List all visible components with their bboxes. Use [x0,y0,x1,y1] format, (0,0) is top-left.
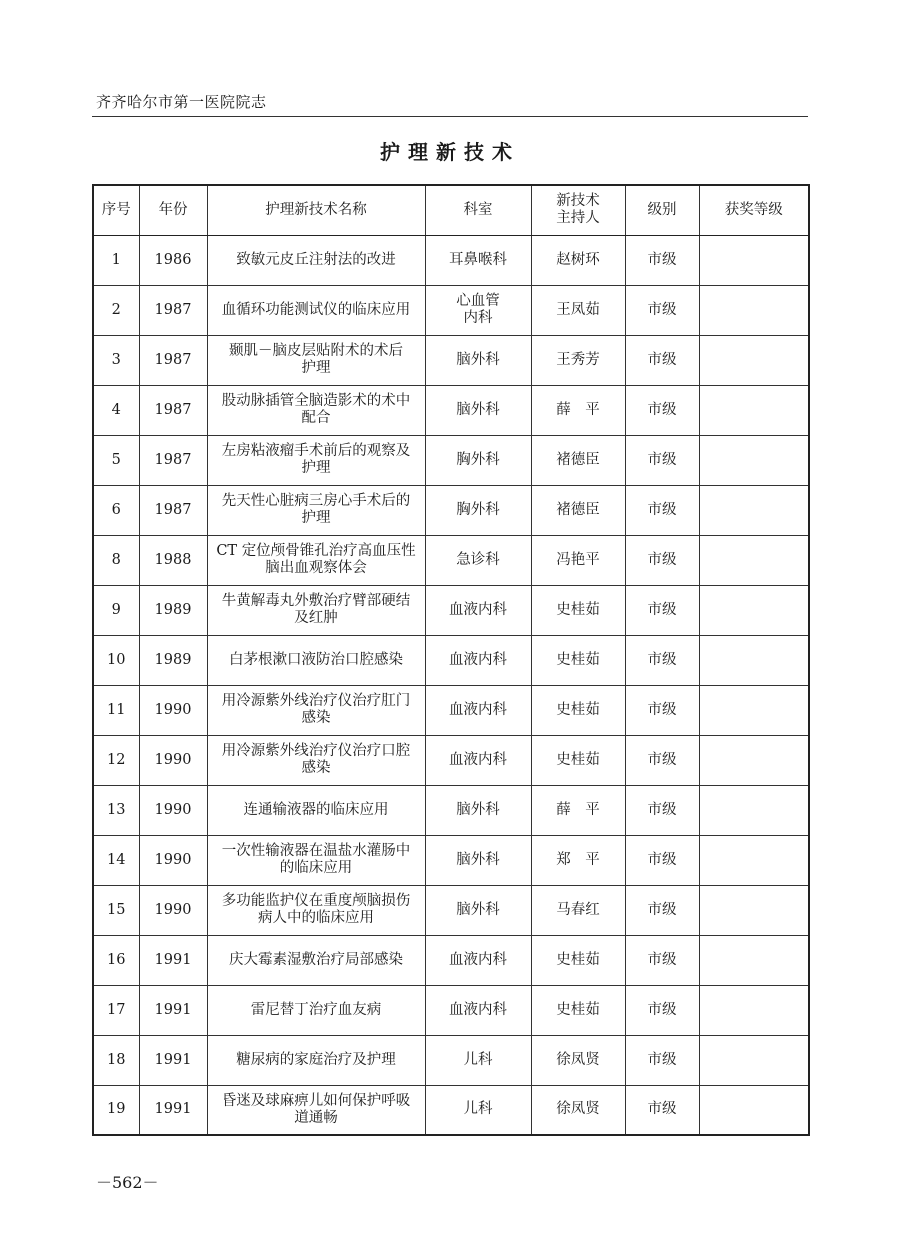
cell-name-line1: 雷尼替丁治疗血友病 [250,1001,382,1018]
cell-name-line2: 护理 [301,510,331,526]
cell-seq: 19 [93,1085,139,1135]
cell-name [207,635,425,685]
cell-name [207,835,425,885]
header-award: 获奖等级 [699,185,809,235]
cell-award [699,335,809,385]
cell-dept [425,585,531,635]
cell-dept-line1: 脑外科 [456,801,500,818]
cell-name [207,1035,425,1085]
cell-name-line1: 一次性输液器在温盐水灌肠中 [221,843,411,859]
cell-seq: 2 [93,285,139,335]
cell-dept [425,785,531,835]
cell-award [699,235,809,285]
cell-award [699,735,809,785]
cell-award [699,485,809,535]
cell-seq: 12 [93,735,139,785]
cell-level: 市级 [625,485,699,535]
cell-seq: 15 [93,885,139,935]
table-row [93,835,809,885]
cell-seq: 3 [93,335,139,385]
header-level: 级别 [625,185,699,235]
cell-award [699,285,809,335]
cell-seq: 13 [93,785,139,835]
cell-level: 市级 [625,835,699,885]
cell-host: 史桂茹 [531,635,625,685]
cell-seq: 10 [93,635,139,685]
cell-dept-line1: 胸外科 [456,501,500,518]
cell-level: 市级 [625,785,699,835]
cell-dept [425,1085,531,1135]
cell-award [699,535,809,585]
cell-dept [425,385,531,435]
cell-name [207,485,425,535]
table-row [93,585,809,635]
cell-dept [425,1035,531,1085]
page-number: －562－ [96,1173,159,1192]
cell-level: 市级 [625,435,699,485]
cell-year: 1990 [139,735,207,785]
cell-name-line1: 致敏元皮丘注射法的改进 [236,251,396,268]
cell-name-line1: 先天性心脏病三房心手术后的 [221,493,411,509]
cell-name-line1: 股动脉插管全脑造影术的术中 [221,393,411,409]
cell-seq: 18 [93,1035,139,1085]
cell-year: 1990 [139,685,207,735]
cell-host: 史桂茹 [531,735,625,785]
cell-year: 1990 [139,785,207,835]
cell-seq: 6 [93,485,139,535]
cell-year: 1990 [139,835,207,885]
cell-host: 褚德臣 [531,485,625,535]
cell-name-line2: 的临床应用 [279,860,353,876]
table-header-row [93,185,809,235]
cell-award [699,1085,809,1135]
cell-name-line1: 用冷源紫外线治疗仪治疗口腔 [221,743,411,759]
header-host-line1: 新技术 [556,193,600,210]
cell-dept [425,835,531,885]
cell-seq: 16 [93,935,139,985]
cell-host: 王秀芳 [531,335,625,385]
cell-seq: 4 [93,385,139,435]
cell-year: 1989 [139,635,207,685]
table-row [93,1035,809,1085]
cell-dept-line1: 脑外科 [456,401,500,418]
cell-host: 史桂茹 [531,935,625,985]
cell-dept-line1: 血液内科 [449,651,507,668]
cell-name-line1: 左房粘液瘤手术前后的观察及 [221,443,411,459]
cell-award [699,1035,809,1085]
cell-name-line2: 护理 [301,360,331,376]
table-row [93,485,809,535]
cell-name-line2: 道通畅 [294,1109,338,1126]
cell-name-line1: 颞肌－脑皮层贴附术的术后 [229,343,403,359]
cell-name [207,1085,425,1135]
cell-name-line2: 病人中的临床应用 [258,910,374,926]
cell-level: 市级 [625,635,699,685]
cell-host: 赵树环 [531,235,625,285]
cell-year: 1987 [139,435,207,485]
cell-name-line1: 用冷源紫外线治疗仪治疗肛门 [221,693,411,709]
cell-name [207,535,425,585]
cell-name [207,885,425,935]
cell-dept [425,485,531,535]
cell-host: 史桂茹 [531,685,625,735]
cell-name-line1: 多功能监护仪在重度颅脑损伤 [221,893,411,909]
cell-year: 1986 [139,235,207,285]
cell-year: 1990 [139,885,207,935]
cell-host: 史桂茹 [531,985,625,1035]
cell-name-line2: 感染 [301,760,331,776]
cell-name [207,435,425,485]
cell-name [207,385,425,435]
nursing-technology-table [92,184,810,1136]
cell-dept [425,435,531,485]
cell-dept-line1: 血液内科 [449,951,507,968]
cell-name [207,985,425,1035]
cell-seq: 9 [93,585,139,635]
header-host [531,185,625,235]
cell-award [699,685,809,735]
table-row [93,785,809,835]
cell-dept [425,735,531,785]
cell-name-line2: 配合 [301,410,331,426]
cell-dept-line1: 血液内科 [449,701,507,718]
cell-name-line1: 连通输液器的临床应用 [243,801,389,818]
cell-level: 市级 [625,735,699,785]
table-row [93,285,809,335]
cell-name [207,285,425,335]
cell-dept-line1: 耳鼻喉科 [449,251,507,268]
cell-name-line1: CT 定位颅骨锥孔治疗高血压性 [216,543,416,559]
cell-level: 市级 [625,985,699,1035]
header-host-line2: 主持人 [556,210,600,227]
cell-host: 薛 平 [531,385,625,435]
cell-dept-line1: 脑外科 [456,351,500,368]
cell-year: 1987 [139,285,207,335]
cell-host: 王凤茹 [531,285,625,335]
cell-dept [425,235,531,285]
table-row [93,535,809,585]
header-year: 年份 [139,185,207,235]
cell-dept-line1: 脑外科 [456,901,500,918]
cell-year: 1991 [139,935,207,985]
header-dept: 科室 [425,185,531,235]
cell-dept [425,285,531,335]
cell-host: 史桂茹 [531,585,625,635]
cell-seq: 1 [93,235,139,285]
cell-dept-line1: 血液内科 [449,751,507,768]
cell-level: 市级 [625,335,699,385]
cell-award [699,985,809,1035]
cell-name [207,785,425,835]
cell-name-line2: 护理 [301,460,331,476]
page-title: 护理新技术 [380,140,520,164]
cell-name-line1: 牛黄解毒丸外敷治疗臂部硬结 [221,593,411,609]
header-name: 护理新技术名称 [207,185,425,235]
cell-host: 马春红 [531,885,625,935]
cell-dept-line1: 儿科 [463,1101,493,1118]
cell-award [699,885,809,935]
cell-dept [425,535,531,585]
cell-year: 1987 [139,385,207,435]
cell-award [699,585,809,635]
header-seq: 序号 [93,185,139,235]
cell-host: 徐凤贤 [531,1035,625,1085]
cell-name-line1: 血循环功能测试仪的临床应用 [221,301,411,318]
cell-award [699,935,809,985]
cell-dept-line2: 内科 [463,310,493,326]
cell-name-line1: 昏迷及球麻痹儿如何保护呼吸 [221,1092,411,1109]
cell-award [699,435,809,485]
cell-level: 市级 [625,935,699,985]
table-row [93,685,809,735]
cell-year: 1987 [139,335,207,385]
cell-level: 市级 [625,535,699,585]
cell-year: 1991 [139,1085,207,1135]
cell-level: 市级 [625,1035,699,1085]
cell-award [699,835,809,885]
cell-dept [425,685,531,735]
cell-dept [425,985,531,1035]
table-row [93,385,809,435]
table-row [93,985,809,1035]
table-row [93,635,809,685]
cell-year: 1991 [139,1035,207,1085]
cell-dept-line1: 脑外科 [456,851,500,868]
cell-name [207,585,425,635]
cell-name-line1: 白茅根漱口液防治口腔感染 [229,651,403,668]
cell-host: 褚德臣 [531,435,625,485]
cell-award [699,785,809,835]
cell-name [207,235,425,285]
cell-level: 市级 [625,1085,699,1135]
cell-dept-line1: 心血管 [456,293,500,309]
table-row [93,1085,809,1135]
cell-name-line1: 糖尿病的家庭治疗及护理 [236,1051,396,1068]
cell-seq: 17 [93,985,139,1035]
cell-award [699,635,809,685]
cell-name [207,735,425,785]
cell-dept [425,335,531,385]
cell-level: 市级 [625,235,699,285]
table-row [93,435,809,485]
cell-seq: 11 [93,685,139,735]
cell-host: 薛 平 [531,785,625,835]
cell-dept-line1: 急诊科 [456,551,500,568]
cell-name-line1: 庆大霉素湿敷治疗局部感染 [229,951,403,968]
cell-year: 1988 [139,535,207,585]
cell-dept-line1: 血液内科 [449,601,507,618]
cell-award [699,385,809,435]
cell-dept [425,635,531,685]
running-head: 齐齐哈尔市第一医院院志 [96,93,267,111]
cell-level: 市级 [625,685,699,735]
cell-level: 市级 [625,585,699,635]
cell-year: 1989 [139,585,207,635]
cell-name-line2: 及红肿 [294,610,338,626]
cell-dept [425,885,531,935]
cell-dept-line1: 儿科 [463,1051,493,1068]
table-row [93,235,809,285]
table-row [93,885,809,935]
cell-level: 市级 [625,285,699,335]
cell-seq: 8 [93,535,139,585]
table-row [93,935,809,985]
cell-seq: 14 [93,835,139,885]
cell-host: 冯艳平 [531,535,625,585]
cell-host: 郑 平 [531,835,625,885]
header-rule [92,116,808,117]
cell-seq: 5 [93,435,139,485]
cell-level: 市级 [625,885,699,935]
cell-name [207,335,425,385]
table-row [93,735,809,785]
cell-dept-line1: 血液内科 [449,1001,507,1018]
table-row [93,335,809,385]
cell-dept [425,935,531,985]
cell-name [207,935,425,985]
cell-name [207,685,425,735]
cell-year: 1987 [139,485,207,535]
cell-dept-line1: 胸外科 [456,451,500,468]
cell-year: 1991 [139,985,207,1035]
cell-host: 徐凤贤 [531,1085,625,1135]
cell-level: 市级 [625,385,699,435]
cell-name-line2: 感染 [301,710,331,726]
cell-name-line2: 脑出血观察体会 [265,560,367,576]
